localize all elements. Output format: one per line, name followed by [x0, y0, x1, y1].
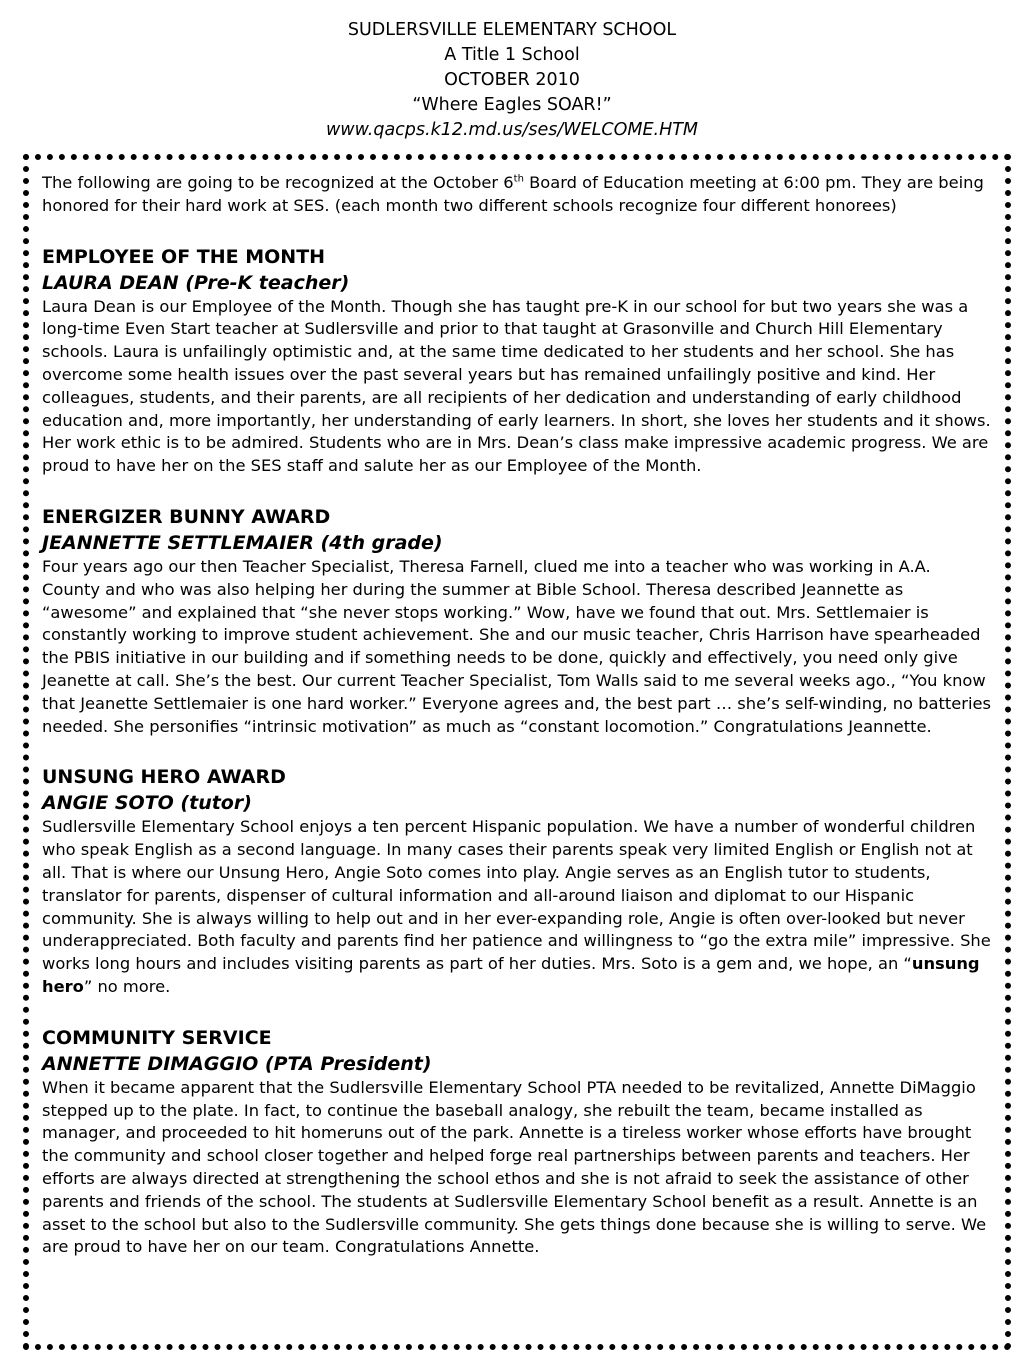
- section-paragraph: Laura Dean is our Employee of the Month. Though she has taught pre-K in our school for but two years she was a long-time Even Start teacher at Sudlersville and prior to that taught at Grasonville and Church Hill Elementary schools. Laura is unfailingly optimistic and, at the same time dedicated to her students and her school. She has overcome some health issues over the past several years but has remained unfailingly positive and kind. Her colleagues, students, and their parents, are all recipients of her dedication and understanding of early childhood education and, more importantly, her understanding of early learners. In short, she loves her students and it shows. Her work ethic is to be admired. Students who are in Mrs. Dean’s class make impressive academic progress. We are proud to have her on the SES staff and salute her as our Employee of the Month.: [42, 296, 991, 476]
- school-name: SUDLERSVILLE ELEMENTARY SCHOOL: [347, 20, 677, 40]
- school-url: www.qacps.k12.md.us/ses/WELCOME.HTM: [325, 120, 699, 140]
- honoree-name: ANGIE SOTO (tutor): [42, 792, 252, 815]
- newsletter-header: [0, 18, 1024, 143]
- section-title: COMMUNITY SERVICE: [42, 1026, 272, 1049]
- section-employee-of-month: [42, 244, 992, 478]
- intro-text-start: The following are going to be recognized at the October 6: [42, 173, 514, 192]
- section-unsung-hero: [42, 764, 992, 998]
- newsletter-date: OCTOBER 2010: [444, 70, 580, 90]
- intro-superscript: th: [513, 173, 524, 185]
- section-title: ENERGIZER BUNNY AWARD: [42, 505, 331, 528]
- intro-text-end: Board of Education meeting at 6:00 pm. They are being honored for their hard work at SES. (each month two different schools recognize four different honorees): [42, 173, 984, 215]
- honoree-name: LAURA DEAN (Pre-K teacher): [42, 271, 350, 294]
- section-title: EMPLOYEE OF THE MONTH: [42, 245, 326, 268]
- section-paragraph: When it became apparent that the Sudlersville Elementary School PTA needed to be revitalized, Annette DiMaggio stepped up to the plate. In fact, to continue the baseball analogy, she rebuilt the team, became installed as manager, and proceeded to hit homeruns out of the park. Annette is a tireless worker whose efforts have brought the community and school closer together and helped forge real partnerships between parents and teachers. Her efforts are always directed at strengthening the school ethos and she is not afraid to seek the assistance of other parents and friends of the school. The students at Sudlersville Elementary School benefit as a result. Annette is an asset to the school but also to the Sudlersville community. She gets things done because she is willing to serve. We are proud to have her on our team. Congratulations Annette.: [42, 1077, 987, 1257]
- honoree-name: JEANNETTE SETTLEMAIER (4th grade): [42, 531, 443, 554]
- paragraph-text-end: ” no more.: [83, 976, 171, 996]
- intro-paragraph: [42, 172, 992, 218]
- honoree-name: ANNETTE DIMAGGIO (PTA President): [42, 1052, 432, 1075]
- section-paragraph: [42, 816, 992, 998]
- section-title: UNSUNG HERO AWARD: [42, 766, 286, 789]
- section-community-service: [42, 1025, 992, 1259]
- section-paragraph: Four years ago our then Teacher Specialist, Theresa Farnell, clued me into a teacher who was working in A.A. County and who was also helping her during the summer at Bible School. Theresa described Jeannette as “awesome” and explained that “she never stops working.” Wow, have we found that out. Mrs. Settlemaier is constantly working to improve student achievement. She and our music teacher, Chris Harrison have spearheaded the PBIS initiative in our building and if something needs to be done, quickly and effectively, you need only give Jeanette at call. She’s the best. Our current Teacher Specialist, Tom Walls said to me several weeks ago., “You know that Jeanette Settlemaier is one hard worker.” Everyone agrees and, the best part … she’s self-winding, no batteries needed. She personifies “intrinsic motivation” as much as “constant locomotion.” Congratulations Jeannette.: [42, 556, 991, 736]
- school-subtitle: A Title 1 School: [444, 45, 580, 65]
- paragraph-text: Sudlersville Elementary School enjoys a ten percent Hispanic population. We have a number of wonderful children who speak English as a second language. In many cases their parents speak very limited English or English not at all. That is where our Unsung Hero, Angie Soto comes into play. Angie serves as an English tutor to students, translator for parents, dispenser of cultural information and all-around liaison and diplomat to our Hispanic community. She is always willing to help out and in her ever-expanding role, Angie is often over-looked but never underappreciated. Both faculty and parents find her patience and willingness to “go the extra mile” impressive. She works long hours and includes visiting parents as part of her duties. Mrs. Soto is a gem and, we hope, an “: [42, 817, 991, 974]
- newsletter-body: [42, 172, 992, 1259]
- bold-phrase: unsung hero: [42, 954, 980, 996]
- school-motto: “Where Eagles SOAR!”: [412, 95, 612, 115]
- section-energizer-bunny: [42, 504, 992, 738]
